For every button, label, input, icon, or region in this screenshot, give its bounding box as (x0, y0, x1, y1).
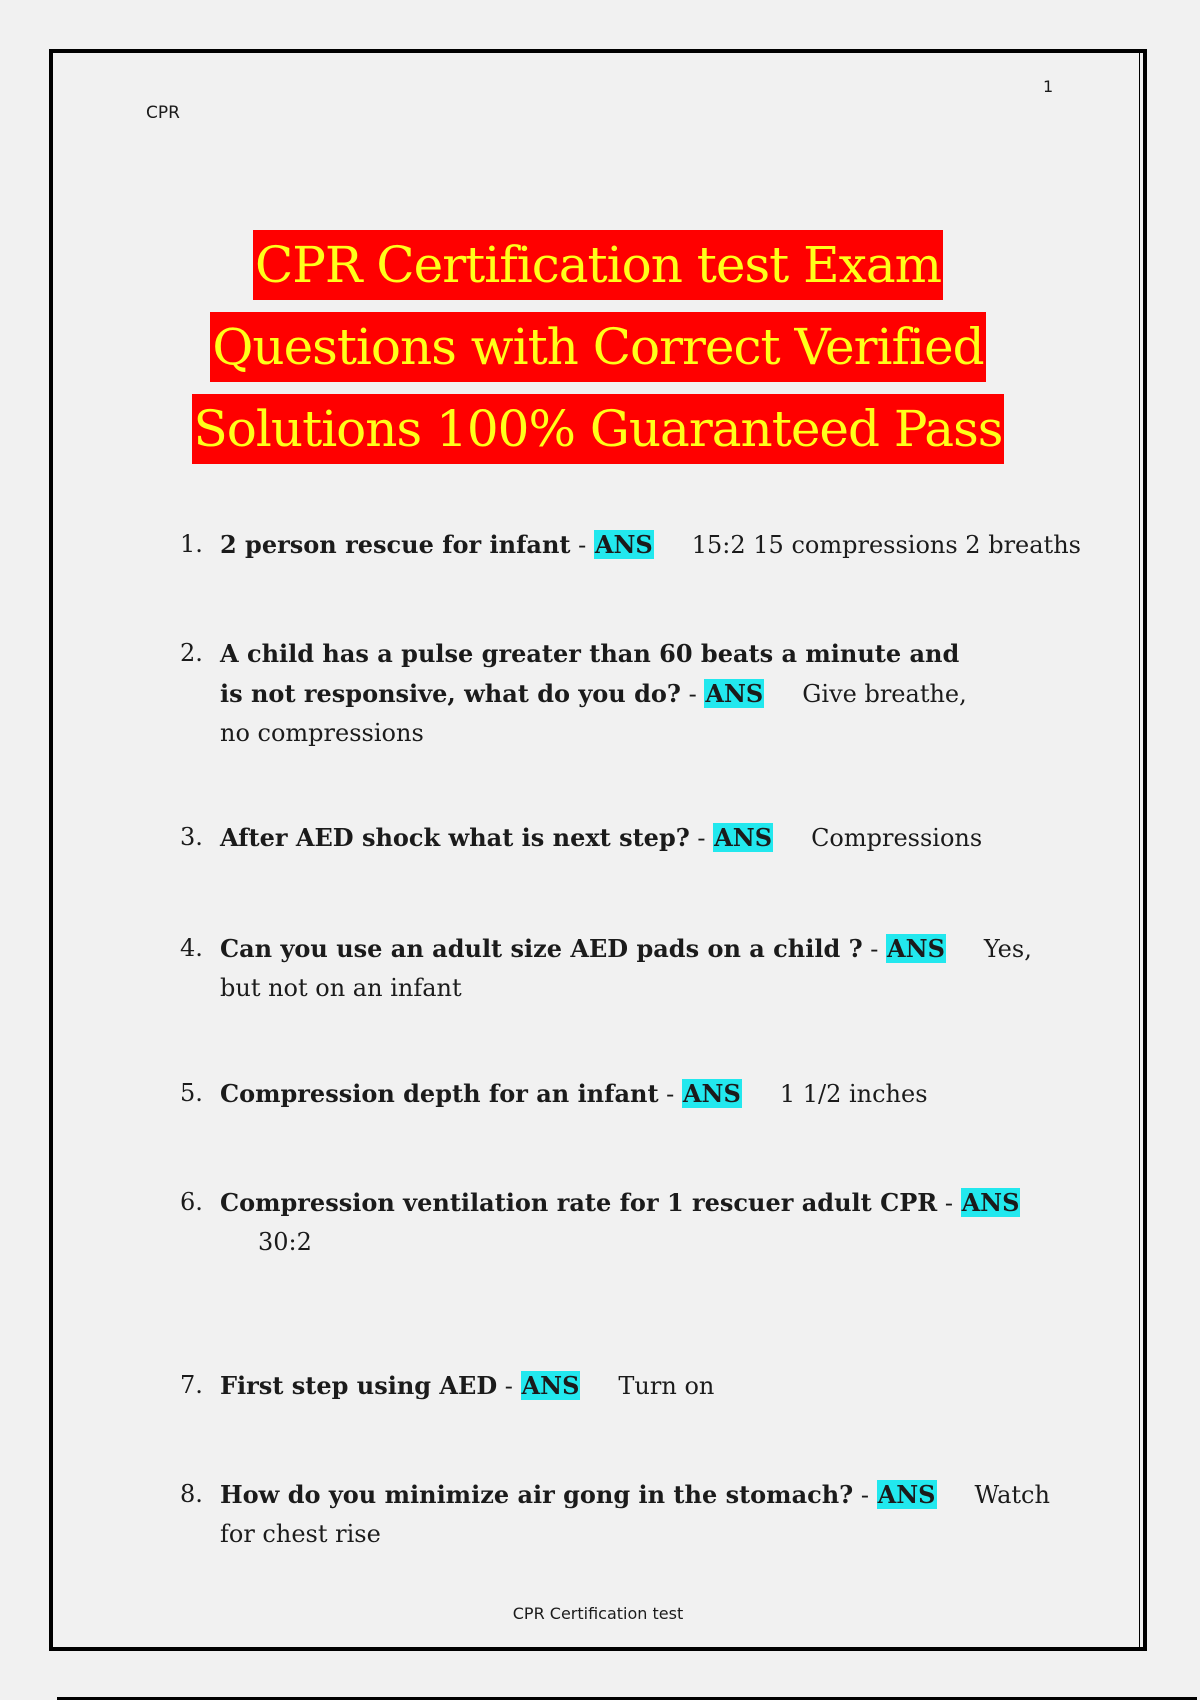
answer-text: Compressions (811, 824, 983, 852)
ans-label: ANS (714, 823, 773, 852)
item-number: 7. (180, 1371, 203, 1399)
question-item: 4. Can you use an adult size AED pads on a child ? - ANS Yes, but not on an infant (180, 929, 1060, 1008)
question-item: 7. First step using AED - ANS Turn on (180, 1366, 1110, 1406)
question-text: Compression ventilation rate for 1 rescuer adult CPR (220, 1188, 938, 1217)
item-number: 1. (180, 530, 203, 558)
answer-text: 1 1/2 inches (779, 1080, 928, 1108)
document-page (49, 49, 1147, 1651)
question-item: 6. Compression ventilation rate for 1 rescuer adult CPR - ANS 30:2 (180, 1183, 1110, 1262)
document-title (53, 230, 1143, 476)
item-number: 8. (180, 1480, 203, 1508)
item-number: 6. (180, 1188, 203, 1216)
question-item: 5. Compression depth for an infant - ANS 1 1/2 inches (180, 1074, 1110, 1114)
question-item: 2. A child has a pulse greater than 60 beats a minute and is not responsive, what do you do? - ANS Give breathe, no compressions (180, 634, 980, 753)
ans-label: ANS (961, 1188, 1020, 1217)
item-number: 5. (180, 1079, 203, 1107)
question-text: Compression depth for an infant (220, 1079, 659, 1108)
question-text: 2 person rescue for infant (220, 530, 571, 559)
question-item: 3. After AED shock what is next step? - ANS Compressions (180, 818, 1110, 858)
page-footer: CPR Certification test (512, 1604, 684, 1623)
title-line: CPR Certification test Exam (253, 230, 943, 300)
header-label: CPR (146, 103, 180, 123)
question-text: Can you use an adult size AED pads on a child ? (220, 934, 863, 963)
question-item: 1. 2 person rescue for infant - ANS 15:2 15 compressions 2 breaths (180, 525, 1110, 565)
item-number: 2. (180, 639, 203, 667)
ans-label: ANS (521, 1371, 580, 1400)
question-item: 8. How do you minimize air gong in the stomach? - ANS Watch for chest rise (180, 1475, 1080, 1554)
ans-label: ANS (682, 1079, 741, 1108)
answer-text: Watch for chest rise (220, 1481, 1050, 1548)
question-text: How do you minimize air gong in the stomach? (220, 1480, 854, 1509)
ans-label: ANS (877, 1480, 936, 1509)
item-number: 4. (180, 934, 203, 962)
title-line: Questions with Correct Verified (210, 312, 985, 382)
answer-text: 30:2 (258, 1228, 312, 1256)
answer-text: Yes, but not on an infant (220, 935, 1032, 1002)
answer-text: 15:2 15 compressions 2 breaths (691, 531, 1081, 559)
ans-label: ANS (594, 530, 653, 559)
answer-text: Turn on (618, 1372, 715, 1400)
ans-label: ANS (887, 934, 945, 963)
title-line: Solutions 100% Guaranteed Pass (192, 394, 1005, 464)
item-number: 3. (180, 823, 203, 851)
question-text: A child has a pulse greater than 60 beats a minute and is not responsive, what do you do? (220, 639, 960, 708)
question-text: First step using AED (220, 1371, 498, 1400)
ans-label: ANS (705, 679, 764, 708)
answer-text: Give breathe, no compressions (220, 680, 967, 747)
page-number: 1 (1043, 77, 1054, 96)
question-text: After AED shock what is next step? (220, 823, 690, 852)
